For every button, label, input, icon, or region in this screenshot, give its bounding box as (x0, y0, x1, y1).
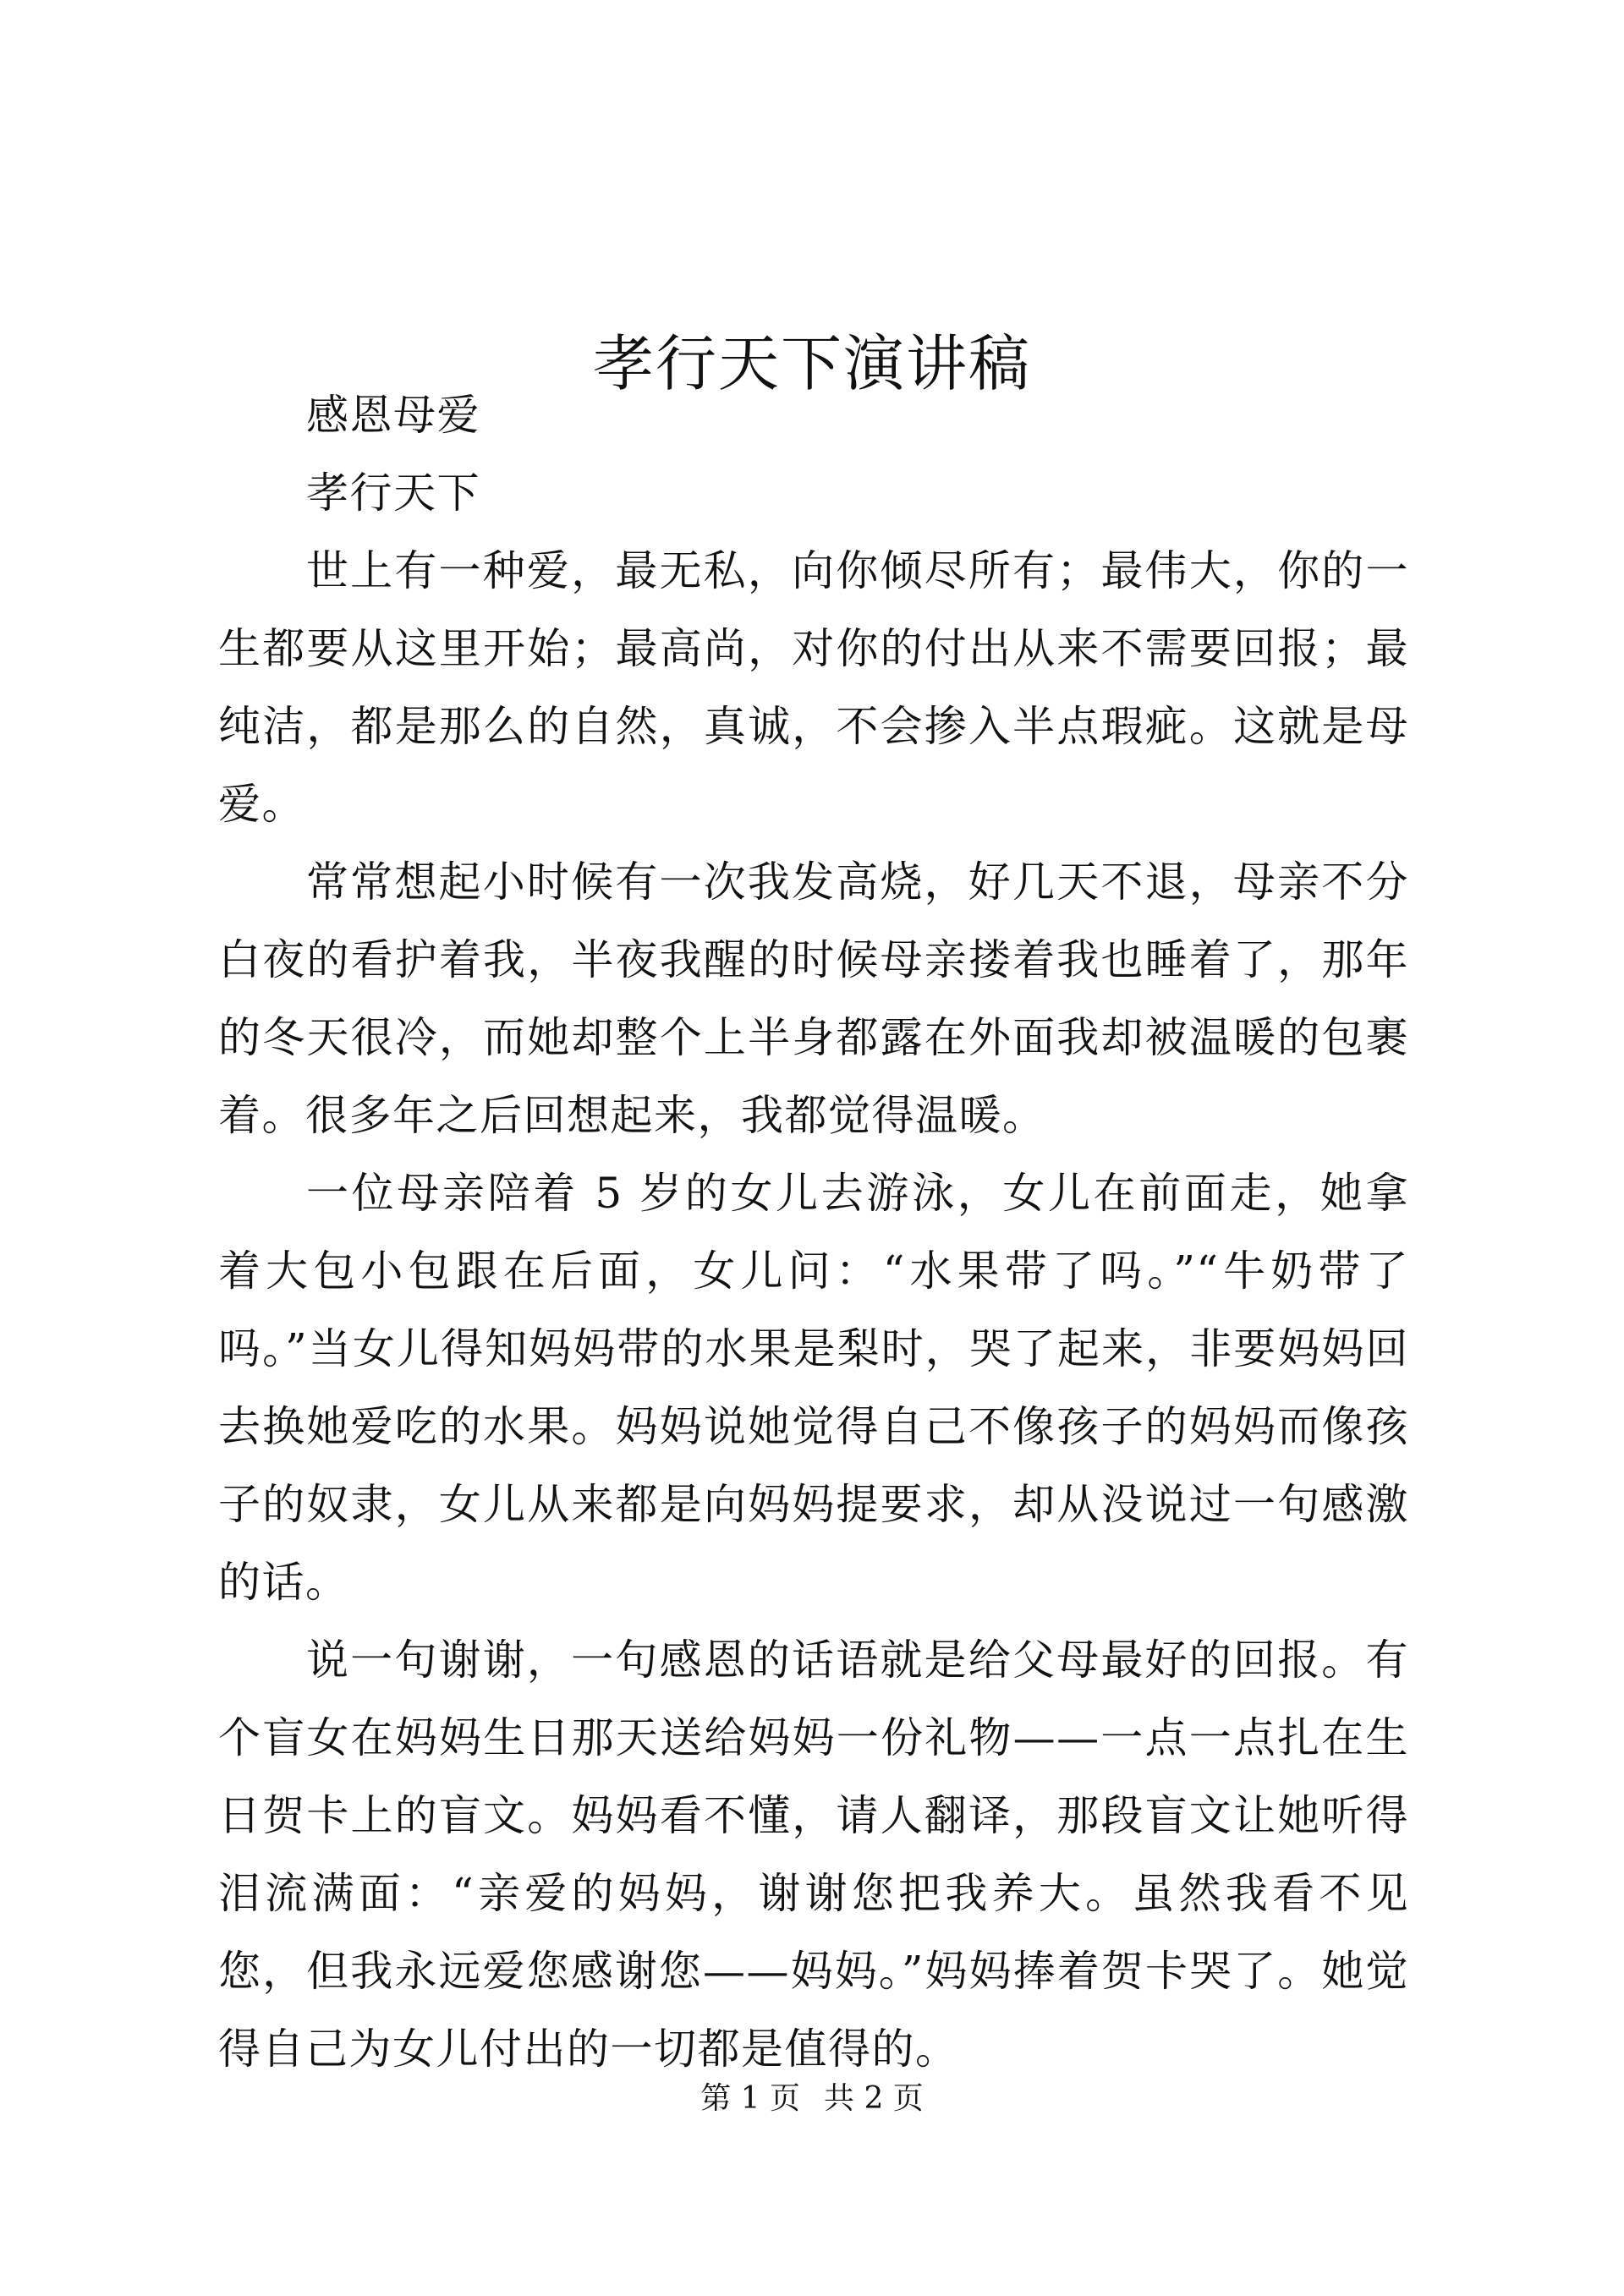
paragraph-body-1: 世上有一种爱，最无私，向你倾尽所有；最伟大，你的一生都要从这里开始；最高尚，对你的付出从来不需要回报；最纯洁，都是那么的自然，真诚，不会掺入半点瑕疵。这就是母爱。 (218, 546, 1409, 829)
page-footer (0, 2079, 1624, 2119)
page-total: 共 2 页 (824, 2081, 924, 2116)
paragraph-body-2: 常常想起小时候有一次我发高烧，好几天不退，母亲不分白夜的看护着我，半夜我醒的时候母亲搂着我也睡着了，那年的冬天很冷，而她却整个上半身都露在外面我却被温暖的包裹着。很多年之后回想起来，我都觉得温暖。 (218, 858, 1409, 1140)
document-body (218, 376, 1409, 2088)
paragraph-body-3: 一位母亲陪着 5 岁的女儿去游泳，女儿在前面走，她拿着大包小包跟在后面，女儿问：“水果带了吗。”“牛奶带了吗。”当女儿得知妈妈带的水果是梨时，哭了起来，非要妈妈回去换她爱吃的水果。妈妈说她觉得自己不像孩子的妈妈而像孩子的奴隶，女儿从来都是向妈妈提要求，却从没说过一句感激的话。 (218, 1169, 1409, 1607)
paragraph-subtitle-2: 孝行天下 (306, 469, 480, 518)
paragraph-body-4: 说一句谢谢，一句感恩的话语就是给父母最好的回报。有个盲女在妈妈生日那天送给妈妈一份礼物——一点一点扎在生日贺卡上的盲文。妈妈看不懂，请人翻译，那段盲文让她听得泪流满面：“亲爱的妈妈，谢谢您把我养大。虽然我看不见您，但我永远爱您感谢您——妈妈。”妈妈捧着贺卡哭了。她觉得自己为女儿付出的一切都是值得的。 (218, 1636, 1409, 2074)
page-number: 第 1 页 (700, 2081, 800, 2116)
document-title: 孝行天下演讲稿 (592, 328, 1031, 400)
paragraph-subtitle-1: 感恩母爱 (306, 391, 480, 440)
